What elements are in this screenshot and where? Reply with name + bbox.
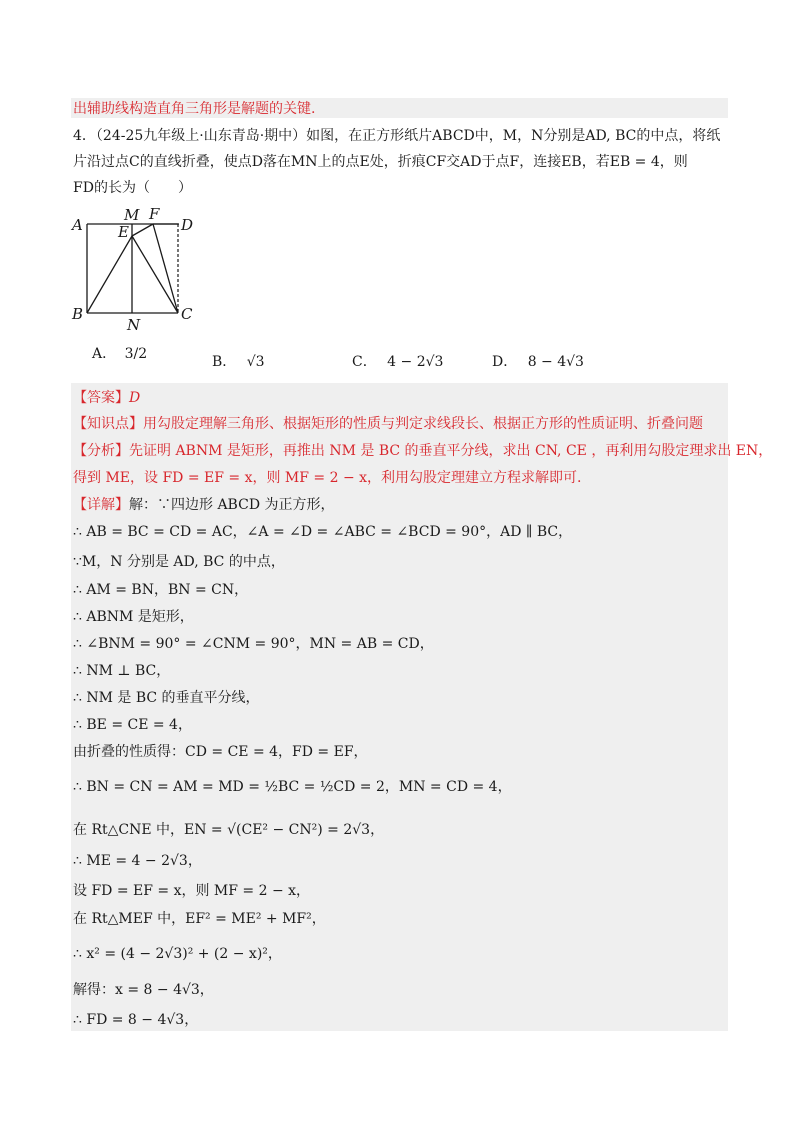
question-line-1: 4．（24-25九年级上·山东青岛·期中）如图，在正方形纸片ABCD中，M，N分别是AD, BC的中点，将纸 <box>73 128 721 144</box>
detail-line-16: 解得：x = 8 − 4√3， <box>73 982 214 998</box>
option-a <box>92 344 147 364</box>
answer-value: D <box>129 390 141 406</box>
knowledge-tag: 【知识点】 <box>73 416 143 432</box>
detail-line-13: 设 FD = EF = x，则 MF = 2 − x， <box>73 883 311 899</box>
answer-tag: 【答案】 <box>73 390 129 406</box>
analysis-line-2: 得到 ME，设 FD = EF = x，则 MF = 2 − x，利用勾股定理建立方程求解即可. <box>73 470 582 486</box>
detail-line-11: 在 Rt△CNE 中，EN = √(CE² − CN²) = 2√3， <box>73 822 385 838</box>
option-d-value: 8 − 4√3 <box>527 354 584 370</box>
detail-line-1: ∴ AB = BC = CD = AC，∠A = ∠D = ∠ABC = ∠BCD = 90°，AD ∥ BC， <box>73 524 573 540</box>
detail-line-0 <box>73 495 335 515</box>
detail-line-9: 由折叠的性质得：CD = CE = 4，FD = EF， <box>73 744 368 760</box>
option-b-letter: B． <box>212 354 237 370</box>
label-A: A <box>72 216 83 234</box>
knowledge-line <box>73 414 703 434</box>
option-c-value: 4 − 2√3 <box>387 354 444 370</box>
question-line-2: 片沿过点C的直线折叠，使点D落在MN上的点E处，折痕CF交AD于点F，连接EB，若EB = 4，则 <box>73 154 688 170</box>
analysis-text-1: 先证明 ABNM 是矩形，再推出 NM 是 BC 的垂直平分线，求出 CN, CE ，再利用勾股定理求出 EN， <box>129 443 773 459</box>
label-C: C <box>181 305 193 323</box>
option-a-value: 3/2 <box>124 346 148 362</box>
detail-tag: 【详解】 <box>73 497 129 513</box>
detail-text-0: 解：∵四边形 ABCD 为正方形， <box>129 497 335 513</box>
option-d <box>492 352 584 372</box>
detail-line-12: ∴ ME = 4 − 2√3， <box>73 853 202 869</box>
label-D: D <box>181 216 194 234</box>
label-M: M <box>124 206 140 224</box>
analysis-line-1 <box>73 441 772 461</box>
detail-line-6: ∴ NM ⊥ BC， <box>73 663 171 679</box>
detail-line-4: ∴ ABNM 是矩形， <box>73 609 194 625</box>
analysis-tag: 【分析】 <box>73 443 129 459</box>
option-a-letter: A． <box>92 346 117 362</box>
question-line-3: FD的长为（ ） <box>73 180 192 196</box>
detail-line-3: ∴ AM = BN，BN = CN， <box>73 582 249 598</box>
detail-line-17: ∴ FD = 8 − 4√3， <box>73 1012 199 1028</box>
option-c <box>352 352 443 372</box>
option-b <box>212 352 265 372</box>
label-F: F <box>149 206 160 223</box>
label-B: B <box>72 305 84 323</box>
answer-line <box>73 388 140 408</box>
detail-line-7: ∴ NM 是 BC 的垂直平分线， <box>73 690 260 706</box>
label-E: E <box>118 223 129 241</box>
detail-line-10: ∴ BN = CN = AM = MD = ½BC = ½CD = 2，MN = CD = 4， <box>73 779 512 795</box>
detail-line-15: ∴ x² = (4 − 2√3)² + (2 − x)²， <box>73 946 282 962</box>
detail-line-8: ∴ BE = CE = 4， <box>73 717 192 733</box>
intro-line: 出辅助线构造直角三角形是解题的关键. <box>73 101 316 117</box>
detail-line-5: ∴ ∠BNM = 90° = ∠CNM = 90°，MN = AB = CD， <box>73 636 434 652</box>
option-b-value: √3 <box>246 354 265 370</box>
detail-line-14: 在 Rt△MEF 中，EF² = ME² + MF²， <box>73 911 326 927</box>
option-c-letter: C． <box>352 354 377 370</box>
knowledge-text: 用勾股定理解三角形、根据矩形的性质与判定求线段长、根据正方形的性质证明、折叠问题 <box>143 416 703 432</box>
label-N: N <box>127 316 141 334</box>
square-fold-figure <box>70 206 210 336</box>
option-d-letter: D． <box>492 354 518 370</box>
detail-line-2: ∵M，N 分别是 AD, BC 的中点， <box>73 554 285 570</box>
